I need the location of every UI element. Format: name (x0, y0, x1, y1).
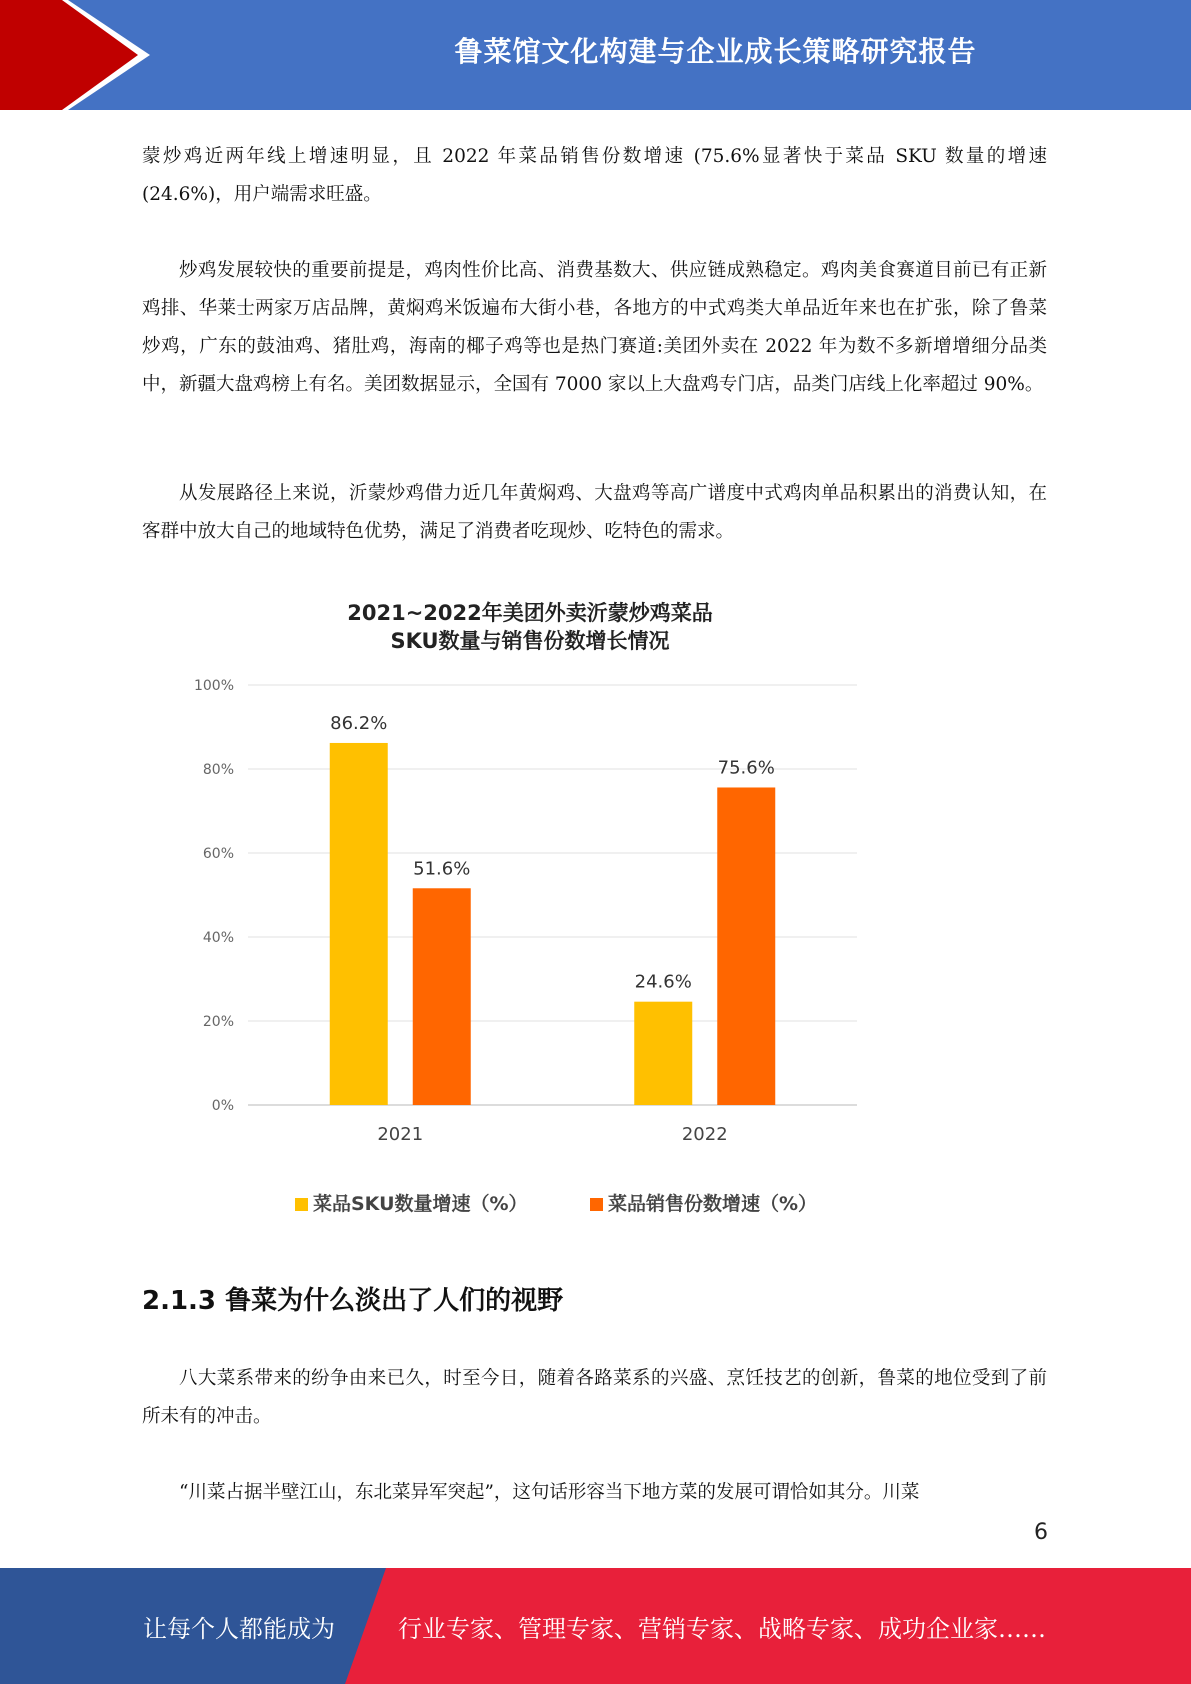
data-label: 86.2% (330, 712, 388, 734)
paragraph-1: 蒙炒鸡近两年线上增速明显，且 2022 年菜品销售份数增速 (75.6%显著快于菜品 SKU 数量的增速 (24.6%)，用户端需求旺盛。 (142, 146, 1047, 205)
paragraph-4: 八大菜系带来的纷争由来已久，时至今日，随着各路菜系的兴盛、烹饪技艺的创新，鲁菜的地位受到了前所未有的冲击。 (142, 1368, 1047, 1427)
chart-svg (170, 590, 890, 1240)
page-footer (0, 1568, 1191, 1684)
data-label: 51.6% (413, 858, 471, 880)
legend-swatch (295, 1198, 308, 1211)
data-label: 24.6% (634, 971, 692, 993)
bar (634, 1002, 692, 1105)
bar (330, 743, 388, 1105)
legend-label: 菜品SKU数量增速（%） (313, 1193, 528, 1215)
page-number: 6 (1034, 1520, 1048, 1545)
chart-title: 2021~2022年美团外卖沂蒙炒鸡菜品 (347, 601, 713, 625)
bar (717, 787, 775, 1105)
y-tick-label: 100% (193, 678, 234, 694)
section-heading: 2.1.3 鲁菜为什么淡出了人们的视野 (142, 1286, 564, 1316)
legend-label: 菜品销售份数增速（%） (608, 1193, 818, 1215)
paragraph-5: “川菜占据半壁江山，东北菜异军突起”，这句话形容当下地方菜的发展可谓恰如其分。川菜 (179, 1482, 920, 1503)
paragraph-3: 从发展路径上来说，沂蒙炒鸡借力近几年黄焖鸡、大盘鸡等高广谱度中式鸡肉单品积累出的消费认知，在客群中放大自己的地域特色优势，满足了消费者吃现炒、吃特色的需求。 (142, 483, 1047, 542)
y-tick-label: 80% (202, 762, 234, 778)
x-tick-label: 2022 (681, 1124, 728, 1145)
paragraph-2: 炒鸡发展较快的重要前提是，鸡肉性价比高、消费基数大、供应链成熟稳定。鸡肉美食赛道目前已有正新鸡排、华莱士两家万店品牌，黄焖鸡米饭遍布大街小巷，各地方的中式鸡类大单品近年来也在扩张，除了鲁菜炒鸡，广东的鼓油鸡、猪肚鸡，海南的椰子鸡等也是热门赛道:美团外卖在 2022 年为数不多新增增细分品类中，新疆大盘鸡榜上有名。美团数据显示，全国有 7000 家以上大盘鸡专门店，品类门店线上化率超过 90%。 (142, 260, 1047, 395)
page-header (0, 0, 1191, 110)
y-tick-label: 60% (202, 846, 234, 862)
header-chevron-graphic (0, 0, 160, 110)
legend-swatch (590, 1198, 603, 1211)
chart-subtitle: SKU数量与销售份数增长情况 (390, 629, 670, 653)
report-title: 鲁菜馆文化构建与企业成长策略研究报告 (454, 35, 977, 68)
bar (413, 888, 471, 1105)
x-tick-label: 2021 (377, 1124, 424, 1145)
data-label: 75.6% (717, 757, 775, 779)
y-tick-label: 40% (202, 930, 234, 946)
footer-slogan-right: 行业专家、管理专家、营销专家、战略专家、成功企业家…… (398, 1614, 1046, 1643)
y-tick-label: 0% (211, 1098, 234, 1114)
bar-chart (170, 590, 890, 1240)
y-tick-label: 20% (202, 1014, 234, 1030)
footer-slogan-left: 让每个人都能成为 (143, 1614, 335, 1643)
